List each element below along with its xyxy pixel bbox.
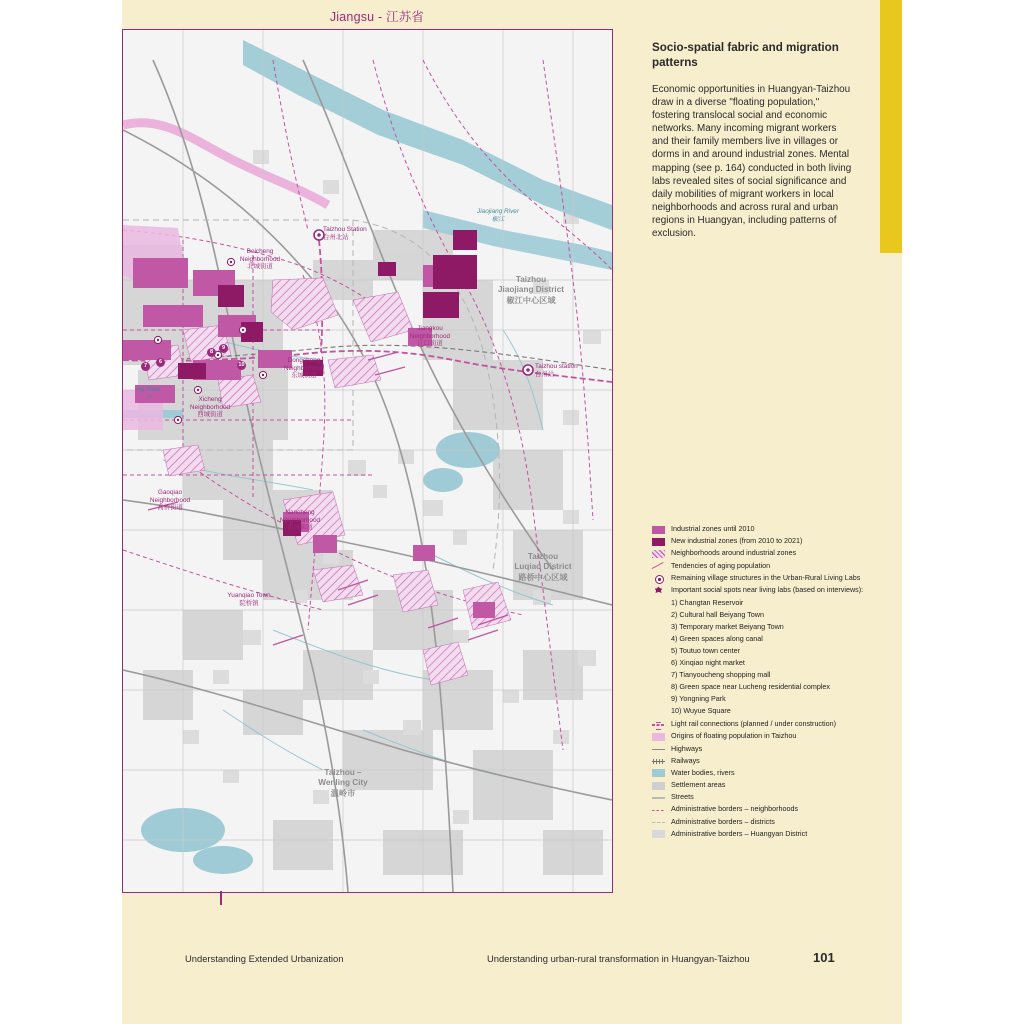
legend-label-water: Water bodies, rivers (671, 767, 735, 777)
legend-item-highways (652, 745, 902, 754)
map-label-gaoqiao-neighborhood: Gaoqiao Neighborhood 高桥街道 (149, 489, 191, 512)
social-spot-3: 3) Temporary market Beiyang Town (671, 622, 784, 632)
map-spot-10: 10 (238, 362, 245, 368)
swatch-border-neighborhood-icon (652, 806, 665, 814)
swatch-light-rail-icon (652, 721, 665, 729)
legend-item-industrial-old (652, 525, 902, 534)
legend-label-aging: Tendencies of aging population (671, 560, 771, 570)
footer-running-head-center: Understanding urban-rural transformation in Huangyan-Taizhou (487, 953, 750, 964)
map-label-dongcheng-neighborhood: Dongcheng Neighborhood 东城街道 (283, 357, 325, 380)
legend-label-industrial-old: Industrial zones until 2010 (671, 524, 755, 533)
swatch-highway-icon (652, 745, 665, 753)
swatch-water-icon (652, 769, 665, 777)
map-spot-6: 6 (156, 358, 165, 367)
legend-label-border-huangyan: Administrative borders – Huangyan District (671, 828, 808, 838)
legend-item-water (652, 769, 902, 778)
legend-item-social-spots (652, 586, 902, 595)
map-label-jiangkou-neighborhood: Jiangkou Neighborhood 江口街道 (409, 325, 451, 348)
legend-label-light-rail: Light rail connections (planned / under construction) (671, 719, 837, 729)
footer-running-head-left: Understanding Extended Urbanization (185, 953, 344, 964)
swatch-border-district-icon (652, 818, 665, 826)
legend-item-border-neighborhoods (652, 805, 902, 814)
legend-label-border-neighborhoods: Administrative borders – neighborhoods (671, 804, 799, 814)
map-label-yuanqiao-town: Yuanqiao Town 院桥镇 (227, 592, 271, 607)
swatch-neighborhoods-icon (652, 550, 665, 558)
map-spot-7: 7 (141, 362, 150, 371)
chapter-tab (880, 0, 902, 253)
legend-item-neighborhoods (652, 549, 902, 558)
map-figure (122, 29, 613, 893)
social-spot-6: 6) Xinqiao night market (671, 658, 745, 668)
section-heading: Socio-spatial fabric and migration patterns (652, 41, 839, 70)
map-label-yongning-river: ng River 江 (137, 386, 161, 401)
map-label-taizhou-jiaojiang-district: Taizhou Jiaojiang District 椒江中心区域 (498, 275, 564, 305)
swatch-street-icon (652, 794, 665, 802)
sidebar-text (652, 40, 852, 241)
page-title: Jiangsu - 江苏省 (329, 10, 425, 24)
swatch-social-spot-icon (652, 586, 665, 594)
map-graphic (123, 30, 612, 892)
legend-label-social-spots: Important social spots near living labs (based on interviews): (671, 584, 864, 594)
page-margin-left (0, 0, 122, 1024)
swatch-aging-icon (652, 562, 665, 570)
legend-item-origins (652, 732, 902, 741)
legend-label-railways: Railways (671, 755, 700, 765)
map-spot-9: 9 (219, 344, 228, 353)
legend-item-aging (652, 562, 902, 571)
legend-item-settlement (652, 781, 902, 790)
legend-item-railways (652, 757, 902, 766)
legend-label-highways: Highways (671, 743, 703, 753)
map-label-taizhou-luqiao-district: Taizhou Luqiao District 路桥中心区域 (514, 552, 572, 582)
social-spot-4: 4) Green spaces along canal (671, 634, 763, 644)
swatch-industrial-old-icon (652, 526, 665, 534)
legend-item-streets (652, 793, 902, 802)
legend-item-border-districts (652, 818, 902, 827)
legend-item-industrial-new (652, 537, 902, 546)
map-spot-8: 8 (207, 348, 216, 357)
swatch-village-structure-icon (652, 574, 665, 582)
swatch-industrial-new-icon (652, 538, 665, 546)
map-label-taizhou-wenling-city: Taizhou – Wenling City 温岭市 (318, 768, 368, 798)
legend-item-border-huangyan (652, 830, 902, 839)
social-spot-5: 5) Toutuo town center (671, 646, 740, 656)
social-spot-8: 8) Green space near Lucheng residential complex (671, 682, 831, 692)
map-label-jiaojiang-river: Jiaojiang River 椒江 (477, 208, 519, 223)
legend-label-village-structures: Remaining village structures in the Urban-Rural Living Labs (671, 572, 861, 582)
map-label-nancheng-neighborhood: Nancheng Neighborhood 南城街道 (279, 509, 321, 532)
social-spot-10: 10) Wuyue Square (671, 706, 731, 716)
swatch-settlement-icon (652, 782, 665, 790)
legend-label-origins: Origins of floating population in Taizhou (671, 731, 797, 741)
map-label-beicheng-neighborhood: Beicheng Neighborhood 北城街道 (239, 248, 281, 271)
legend-item-village-structures (652, 574, 902, 583)
social-spot-7: 7) Tianyoucheng shopping mall (671, 670, 771, 680)
swatch-origins-icon (652, 733, 665, 741)
social-spot-2: 2) Cultural hall Beiyang Town (671, 610, 764, 620)
page-margin-right (902, 0, 1024, 1024)
swatch-railway-icon (652, 757, 665, 765)
social-spot-1: 1) Changtan Reservoir (671, 598, 744, 608)
legend-item-light-rail (652, 720, 902, 729)
legend-label-industrial-new: New industrial zones (from 2010 to 2021) (671, 536, 803, 546)
swatch-border-huangyan-icon (652, 830, 665, 838)
section-body: Economic opportunities in Huangyan-Taizhou draw in a diverse "floating population," fostering translocal social and economic networks. Many incoming migrant workers and their family members live in villages or dorms in and around industrial zones. Mental mapping (see p. 164) conducted in both living labs revealed sites of social significance and daily mobilities of migrant workers in local neighborhoods and across rural and urban regions in Huangyan, including patterns of exclusion. (652, 83, 852, 240)
map-label-taizhou-station: Taizhou station 台州站 (535, 363, 578, 378)
legend-label-streets: Streets (671, 792, 694, 802)
legend-label-settlement: Settlement areas (671, 780, 726, 790)
page-number: 101 (813, 950, 835, 965)
map-label-xicheng-neighborhood: Xicheng Neighborhood 西城街道 (189, 396, 231, 419)
map-legend (652, 525, 902, 842)
map-label-taizhou-station-north: Taizhou Station 台州北站 (323, 226, 367, 241)
map-scale-tick (220, 891, 222, 905)
legend-label-neighborhoods: Neighborhoods around industrial zones (671, 548, 797, 558)
social-spot-9: 9) Yongning Park (671, 694, 726, 704)
legend-label-border-districts: Administrative borders – districts (671, 816, 775, 826)
